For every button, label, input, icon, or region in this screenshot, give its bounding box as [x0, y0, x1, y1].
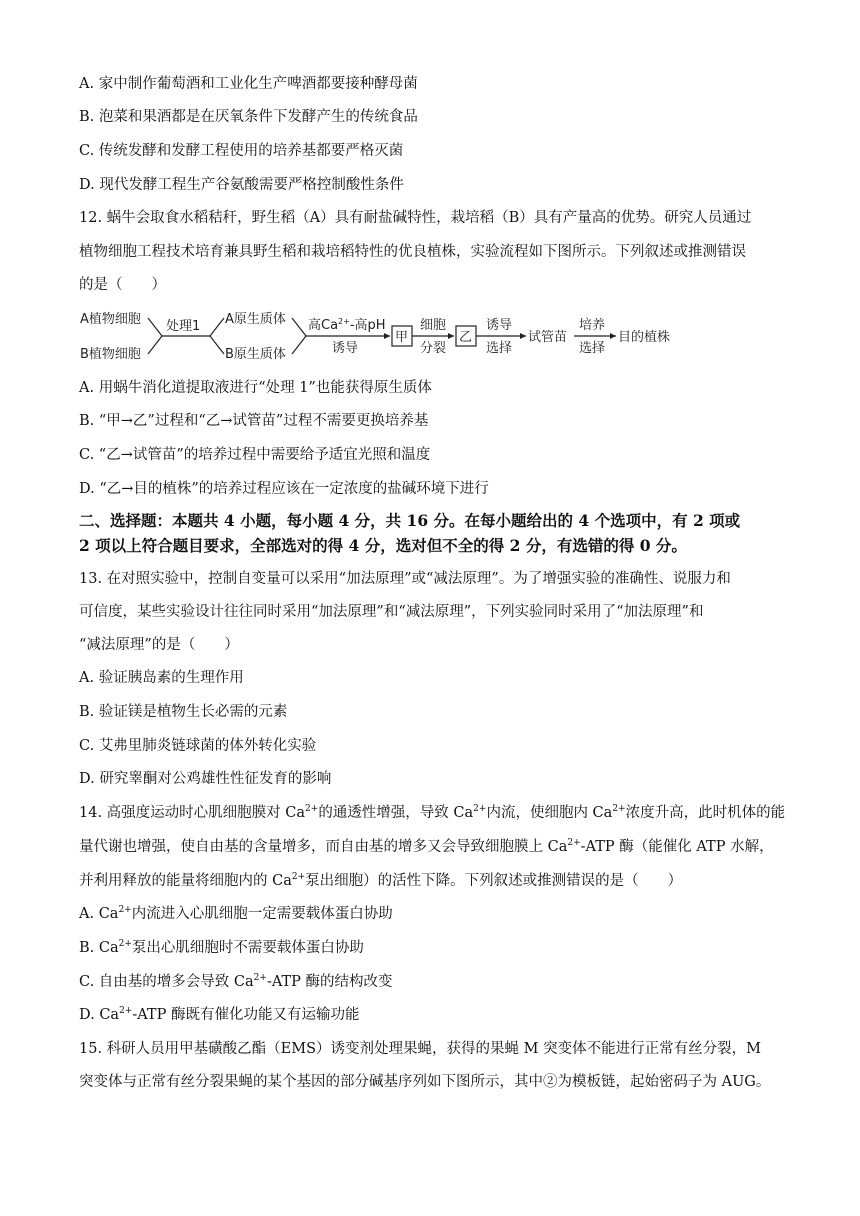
q12-option-d: D. “乙→目的植株”的培养过程应该在一定浓度的盐碱环境下进行 [79, 481, 489, 497]
diagram-test-tube-seedling: 试管苗 [528, 330, 568, 345]
q13-option-d: D. 研究睾酮对公鸡雄性性征发育的影响 [79, 771, 332, 787]
diagram-jia: 甲 [395, 330, 409, 345]
q12-stem-line1: 12. 蜗牛会取食水稻秸秆，野生稻（A）具有耐盐碱特性，栽培稻（B）具有产量高的优势。研究人员通过 [79, 210, 752, 226]
q13-option-b: B. 验证镁是植物生长必需的元素 [79, 704, 288, 720]
diagram-induce-bottom: 选择 [486, 341, 513, 356]
q12-flow-diagram [80, 309, 680, 363]
q14-stem-line1: 14. 高强度运动时心肌细胞膜对 $Ca^{2+}$的通透性增强，导致 $Ca^{2+}$内流，使细胞内 $Ca^{2+}$浓度升高，此时机体的能 [79, 804, 786, 821]
q13-option-c: C. 艾弗里肺炎链球菌的体外转化实验 [79, 738, 317, 754]
q14-option-c: C. 自由基的增多会导致 $Ca^{2+}$-ATP 酶的结构改变 [79, 973, 393, 990]
diagram-induce-top: 诱导 [486, 318, 513, 333]
q14-stem-line3: 并利用释放的能量将细胞内的 $Ca^{2+}$泵出细胞）的活性下降。下列叙述或推测错误的是（ ） [79, 872, 683, 889]
q15-stem-line2: 突变体与正常有丝分裂果蝇的某个基因的部分碱基序列如下图所示，其中②为模板链，起始密码子为 AUG。 [79, 1074, 771, 1090]
diagram-cell-a: A植物细胞 [80, 312, 141, 327]
diagram-culture-top: 培养 [579, 318, 606, 333]
q13-stem-line2: 可信度，某些实验设计往往同时采用“加法原理”和“减法原理”，下列实验同时采用了“加法原理”和 [79, 604, 704, 620]
diagram-fusion-condition: 高$Ca^{2+}-$高pH [308, 317, 386, 333]
section2-heading-line2: 2 项以上符合题目要求，全部选对的得 4 分，选对但不全的得 2 分，有选错的得 0 分。 [79, 536, 687, 555]
q11-option-c: C. 传统发酵和发酵工程使用的培养基都要严格灭菌 [79, 143, 404, 159]
q13-option-a: A. 验证胰岛素的生理作用 [79, 670, 244, 686]
diagram-fusion-induce: 诱导 [332, 341, 359, 356]
q12-stem-line2: 植物细胞工程技术培育兼具野生稻和栽培稻特性的优良植株，实验流程如下图所示。下列叙述或推测错误 [79, 244, 746, 260]
q12-option-b: B. “甲→乙”过程和“乙→试管苗”过程不需要更换培养基 [79, 413, 429, 429]
diagram-protoplast-b: B原生质体 [225, 347, 286, 362]
q11-option-a: A. 家中制作葡萄酒和工业化生产啤酒都要接种酵母菌 [79, 76, 418, 92]
diagram-protoplast-a: A原生质体 [225, 312, 286, 327]
q14-stem-line2: 量代谢也增强，使自由基的含量增多，而自由基的增多又会导致细胞膜上 $Ca^{2+}$-ATP 酶（能催化 ATP 水解， [79, 838, 774, 855]
q13-stem-line1: 13. 在对照实验中，控制自变量可以采用“加法原理”或“减法原理”。为了增强实验的准确性、说服力和 [79, 571, 731, 587]
diagram-cell-b: B植物细胞 [80, 347, 141, 362]
section2-heading-line1: 二、选择题：本题共 4 小题，每小题 4 分，共 16 分。在每小题给出的 4 个选项中，有 2 项或 [79, 511, 741, 530]
diagram-cell-division-top: 细胞 [420, 318, 447, 333]
q12-option-a: A. 用蜗牛消化道提取液进行“处理 1”也能获得原生质体 [79, 380, 432, 396]
q14-option-a: A. $Ca^{2+}$内流进入心肌细胞一定需要载体蛋白协助 [79, 905, 393, 922]
q11-option-d: D. 现代发酵工程生产谷氨酸需要严格控制酸性条件 [79, 177, 404, 193]
diagram-yi: 乙 [459, 330, 473, 345]
q14-option-b: B. $Ca^{2+}$泵出心肌细胞时不需要载体蛋白协助 [79, 939, 364, 956]
diagram-cell-division-bottom: 分裂 [420, 341, 447, 356]
q12-option-c: C. “乙→试管苗”的培养过程中需要给予适宜光照和温度 [79, 447, 431, 463]
q14-option-d: D. $Ca^{2+}$-ATP 酶既有催化功能又有运输功能 [79, 1006, 360, 1023]
q11-option-b: B. 泡菜和果酒都是在厌氧条件下发酵产生的传统食品 [79, 109, 418, 125]
diagram-process1-label: 处理1 [166, 319, 201, 334]
q13-stem-line3: “减法原理”的是（ ） [79, 637, 239, 653]
diagram-target-plant: 目的植株 [618, 330, 671, 345]
diagram-culture-bottom: 选择 [579, 341, 606, 356]
q15-stem-line1: 15. 科研人员用甲基磺酸乙酯（EMS）诱变剂处理果蝇，获得的果蝇 M 突变体不能进行正常有丝分裂，M [79, 1041, 761, 1057]
q12-stem-line3: 的是（ ） [79, 277, 166, 293]
